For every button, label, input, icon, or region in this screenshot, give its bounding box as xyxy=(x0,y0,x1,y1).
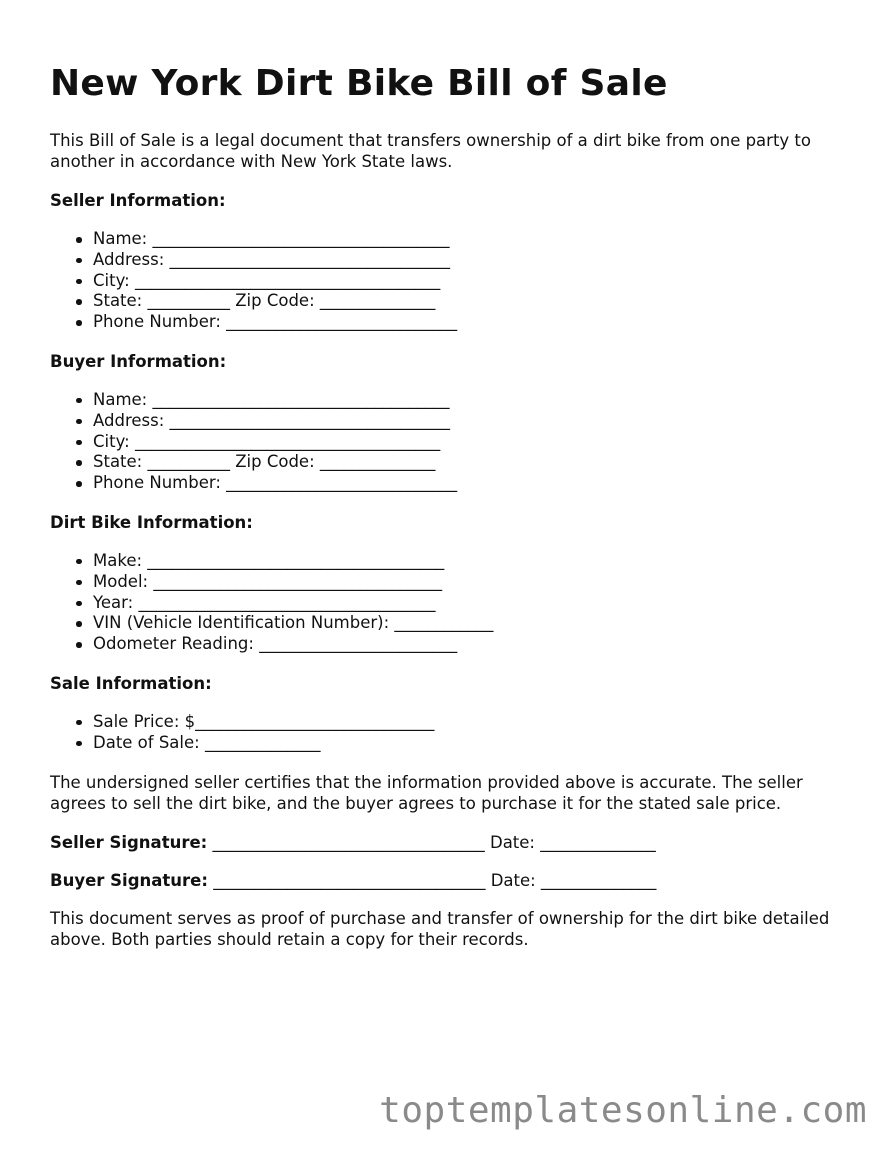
sale-section-heading: Sale Information: xyxy=(50,673,212,693)
buyer-section-heading: Buyer Information: xyxy=(50,351,227,371)
buyer-address-field[interactable]: Address: __________________________________ xyxy=(93,411,850,432)
seller-state-zip-field[interactable]: State: __________ Zip Code: ______________ xyxy=(93,291,850,312)
certification-paragraph: The undersigned seller certifies that the information provided above is accurate. The seller agrees to sell the dirt bike, and the buyer agrees to purchase it for the stated sale price. xyxy=(50,772,803,813)
document-page xyxy=(50,58,850,950)
closing-paragraph: This document serves as proof of purchase and transfer of ownership for the dirt bike detailed above. Both parties should retain a copy for their records. xyxy=(50,908,830,949)
buyer-city-field[interactable]: City: _____________________________________ xyxy=(93,432,850,453)
sale-info-list xyxy=(50,712,850,754)
document-title: New York Dirt Bike Bill of Sale xyxy=(50,63,668,104)
bike-model-field[interactable]: Model: ___________________________________ xyxy=(93,572,850,593)
intro-paragraph: This Bill of Sale is a legal document that transfers ownership of a dirt bike from one party to another in accordance with New York State laws. xyxy=(50,131,811,171)
bike-make-field[interactable]: Make: ____________________________________ xyxy=(93,551,850,572)
seller-city-field[interactable]: City: _____________________________________ xyxy=(93,271,850,292)
sale-price-field[interactable]: Sale Price: $_____________________________ xyxy=(93,712,850,733)
buyer-signature-label: Buyer Signature: xyxy=(50,870,208,890)
seller-phone-field[interactable]: Phone Number: ____________________________ xyxy=(93,312,850,333)
buyer-info-list xyxy=(50,390,850,494)
seller-signature-blank[interactable]: _________________________________ Date: ______________ xyxy=(207,832,656,852)
bike-odometer-field[interactable]: Odometer Reading: ________________________ xyxy=(93,634,850,655)
buyer-state-zip-field[interactable]: State: __________ Zip Code: ______________ xyxy=(93,452,850,473)
sale-date-field[interactable]: Date of Sale: ______________ xyxy=(93,733,850,754)
bike-section-heading: Dirt Bike Information: xyxy=(50,512,253,532)
bike-vin-field[interactable]: VIN (Vehicle Identification Number): ____________ xyxy=(93,613,850,634)
buyer-signature-line[interactable] xyxy=(50,870,850,891)
seller-signature-line[interactable] xyxy=(50,832,850,853)
buyer-name-field[interactable]: Name: ____________________________________ xyxy=(93,390,850,411)
seller-info-list xyxy=(50,229,850,333)
seller-address-field[interactable]: Address: __________________________________ xyxy=(93,250,850,271)
watermark-text: toptemplatesonline.com xyxy=(379,1090,867,1131)
seller-name-field[interactable]: Name: ____________________________________ xyxy=(93,229,850,250)
seller-section-heading: Seller Information: xyxy=(50,191,226,210)
buyer-phone-field[interactable]: Phone Number: ____________________________ xyxy=(93,473,850,494)
buyer-signature-blank[interactable]: _________________________________ Date: ______________ xyxy=(207,870,657,890)
seller-signature-label: Seller Signature: xyxy=(50,832,208,852)
bike-year-field[interactable]: Year: ____________________________________ xyxy=(93,593,850,614)
bike-info-list xyxy=(50,551,850,655)
